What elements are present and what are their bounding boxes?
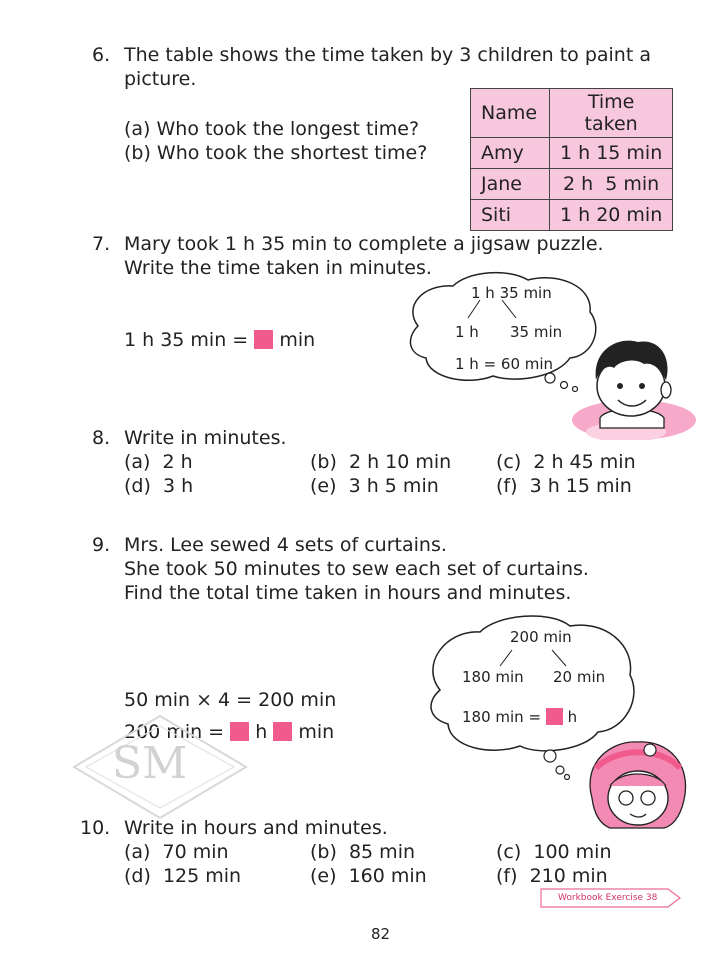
table-header-name: Name — [471, 89, 550, 138]
q8-item: (d) 3 h — [124, 475, 194, 497]
q7-cloud-left: 1 h — [455, 323, 479, 341]
watermark-text: SM — [112, 738, 188, 789]
page-number: 82 — [371, 925, 391, 943]
q6-part-b: (b) Who took the shortest time? — [124, 142, 428, 164]
answer-box — [254, 330, 273, 349]
q8-number: 8. — [92, 427, 111, 449]
q7-eq-right: min — [279, 329, 316, 351]
q6-line1: The table shows the time taken by 3 children to paint a — [124, 44, 651, 66]
q9-cloud-bottom-b: h — [567, 708, 578, 726]
q9-cloud-bottom-a: 180 min = — [462, 708, 542, 726]
q10-title: Write in hours and minutes. — [124, 817, 388, 839]
table-cell-name: Jane — [471, 169, 550, 200]
q8-item: (e) 3 h 5 min — [310, 475, 439, 497]
time-table — [470, 88, 673, 231]
q9-eq2-c: min — [298, 721, 335, 743]
q9-line1: Mrs. Lee sewed 4 sets of curtains. — [124, 534, 447, 556]
q8-item: (a) 2 h — [124, 451, 193, 473]
q8-title: Write in minutes. — [124, 427, 287, 449]
boy-illustration — [556, 328, 698, 440]
q8-item: (c) 2 h 45 min — [496, 451, 636, 473]
table-header-row — [471, 89, 673, 138]
q10-item: (e) 160 min — [310, 865, 427, 887]
q7-cloud-top: 1 h 35 min — [471, 284, 552, 302]
table-row — [471, 200, 673, 231]
thought-bubble-dot — [556, 766, 564, 774]
thought-bubble-dot — [565, 775, 570, 780]
q8-item: (b) 2 h 10 min — [310, 451, 452, 473]
table-header-time: Time taken — [550, 89, 673, 138]
q10-item: (b) 85 min — [310, 841, 416, 863]
table-row — [471, 138, 673, 169]
thought-bubble-dot — [544, 750, 556, 762]
table-cell-name: Siti — [471, 200, 550, 231]
q6-line2: picture. — [124, 68, 197, 90]
table-row — [471, 169, 673, 200]
answer-box — [273, 722, 292, 741]
q7-cloud-right: 35 min — [510, 323, 563, 341]
q7-number: 7. — [92, 233, 111, 255]
q9-line3: Find the total time taken in hours and minutes. — [124, 582, 572, 604]
table-cell-time: 2 h 5 min — [550, 169, 673, 200]
q7-line1: Mary took 1 h 35 min to complete a jigsaw puzzle. — [124, 233, 604, 255]
q10-item: (c) 100 min — [496, 841, 612, 863]
q9-line2: She took 50 minutes to sew each set of curtains. — [124, 558, 589, 580]
q8-item: (f) 3 h 15 min — [496, 475, 632, 497]
q10-item: (f) 210 min — [496, 865, 608, 887]
table-cell-time: 1 h 20 min — [550, 200, 673, 231]
workbook-exercise-label: Workbook Exercise 38 — [558, 893, 658, 903]
q9-eq2-b: h — [255, 721, 268, 743]
q9-number: 9. — [92, 534, 111, 556]
q10-item: (a) 70 min — [124, 841, 229, 863]
table-cell-time: 1 h 15 min — [550, 138, 673, 169]
q9-eq2-a: 200 min = — [124, 721, 225, 743]
q9-cloud-left: 180 min — [462, 668, 524, 686]
answer-box — [546, 708, 563, 725]
q6-part-a: (a) Who took the longest time? — [124, 118, 420, 140]
thought-bubble-dot — [545, 373, 555, 383]
q6-number: 6. — [92, 44, 111, 66]
q7-line2: Write the time taken in minutes. — [124, 257, 432, 279]
q7-eq-left: 1 h 35 min = — [124, 329, 249, 351]
q10-item: (d) 125 min — [124, 865, 242, 887]
table-cell-name: Amy — [471, 138, 550, 169]
q9-equation1: 50 min × 4 = 200 min — [124, 689, 337, 711]
q7-equation — [124, 329, 315, 352]
q9-cloud-bottom — [462, 708, 577, 726]
q9-cloud-top: 200 min — [510, 628, 572, 646]
q7-cloud-bottom: 1 h = 60 min — [455, 355, 554, 373]
q9-cloud-right: 20 min — [553, 668, 606, 686]
girl-illustration — [576, 734, 696, 834]
q10-number: 10. — [80, 817, 111, 839]
